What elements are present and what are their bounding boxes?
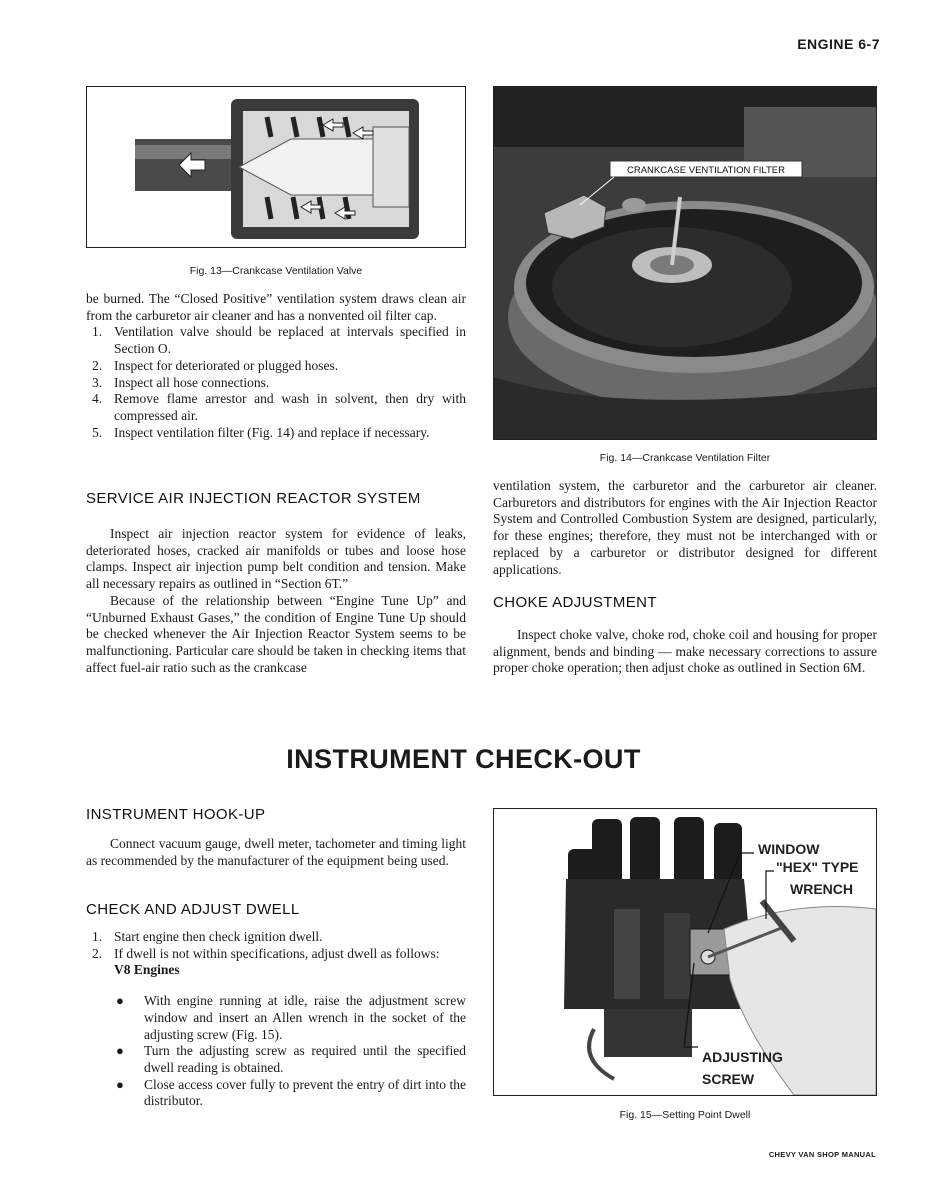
list-item-number: 2. [92, 945, 103, 961]
heading-check-adjust-dwell: CHECK AND ADJUST DWELL [86, 901, 300, 918]
list-item-number: 5. [92, 424, 103, 440]
list-item-number: 4. [92, 391, 103, 407]
left-column-upper [86, 291, 466, 441]
list-item-number: 1. [92, 324, 103, 340]
hookup-text [86, 836, 466, 869]
list-item-text: Close access cover fully to prevent the entry of dirt into the distributor. [144, 1076, 466, 1109]
right-column-continued [493, 478, 877, 578]
list-item-text: Turn the adjusting screw as required until the specified dwell reading is obtained. [144, 1043, 466, 1075]
list-item-text: Remove flame arrestor and wash in solvent, then dry with compressed air. [114, 391, 466, 423]
figure-13-caption: Fig. 13—Crankcase Ventilation Valve [189, 265, 363, 277]
paragraph-air-1: Inspect air injection reactor system for evidence of leaks, deteriorated hoses, cracked air manifolds or tubes and loose hose clamps. Inspect air injection pump belt condition and tension. Make all necessary repairs as outlined in “Section 6T.” [86, 526, 466, 592]
subheading-v8-engines: V8 Engines [114, 962, 180, 978]
running-head: ENGINE 6-7 [797, 36, 880, 52]
list-item [86, 391, 466, 424]
right-column-choke [493, 627, 877, 677]
paragraph-hookup: Connect vacuum gauge, dwell meter, tachometer and timing light as recommended by the manufacturer of the equipment being used. [86, 836, 466, 868]
figure-14-image [493, 86, 877, 440]
bullet-icon: ● [116, 1043, 124, 1059]
air-cleaner-photo [494, 87, 876, 439]
heading-instrument-hookup: INSTRUMENT HOOK-UP [86, 806, 266, 823]
bullet-icon: ● [116, 1076, 124, 1092]
paragraph-choke: Inspect choke valve, choke rod, choke coil and housing for proper alignment, bends and binding — make necessary corrections to assure proper choke operation; then adjust choke as outlined in Section 6M. [493, 627, 877, 676]
paragraph-continued: ventilation system, the carburetor and the carburetor air cleaner. Carburetors and distributors for engines with the Air Injection Reactor System and Controlled Combustion System are designed, particularly, for these engines; therefore, they must not be interchanged with or replaced by a carburetor or distributor designed for different applications. [493, 478, 877, 577]
footer-manual-name: CHEVY VAN SHOP MANUAL [768, 1150, 876, 1159]
paragraph-air-2: Because of the relationship between “Engine Tune Up” and “Unburned Exhaust Gases,” the condition of Engine Tune Up should be checked whenever the Air Injection Reactor System seems to be malfunctioning. Particular care should be taken in checking items that affect fuel-air ratio such as the crankcase [86, 592, 466, 675]
list-item [86, 358, 466, 375]
distributor-illustration [494, 809, 876, 1095]
list-item [86, 946, 466, 963]
figure-15-caption: Fig. 15—Setting Point Dwell [619, 1109, 751, 1121]
list-item-number: 2. [92, 357, 103, 373]
list-item-number: 1. [92, 929, 103, 944]
list-item [86, 1077, 466, 1110]
callout-wrench: WRENCH [790, 881, 853, 897]
list-item [86, 929, 466, 946]
list-item [86, 1043, 466, 1076]
list-item [86, 993, 466, 1043]
list-item-text: Inspect ventilation filter (Fig. 14) and replace if necessary. [114, 424, 430, 440]
list-item-text: With engine running at idle, raise the adjustment screw window and insert an Allen wrench in the socket of the adjusting screw (Fig. 15). [144, 993, 466, 1042]
callout-hex-type: "HEX" TYPE [776, 859, 859, 875]
list-item [86, 375, 466, 392]
bullet-icon: ● [116, 993, 124, 1009]
heading-choke-adjustment: CHOKE ADJUSTMENT [493, 594, 657, 611]
figure-15-image [493, 808, 877, 1096]
left-column-lower [86, 526, 466, 676]
dwell-section [86, 929, 466, 1110]
section-title: INSTRUMENT CHECK-OUT [286, 744, 641, 774]
figure-14-callout: CRANKCASE VENTILATION FILTER [626, 165, 786, 176]
list-item-text: Start engine then check ignition dwell. [114, 929, 323, 944]
list-item-text: Ventilation valve should be replaced at intervals specified in Section O. [114, 324, 466, 357]
list-item-text: If dwell is not within specifications, adjust dwell as follows: [114, 945, 440, 961]
dwell-steps-list [86, 929, 466, 962]
list-item [86, 324, 466, 357]
heading-service-air-injection: SERVICE AIR INJECTION REACTOR SYSTEM [86, 490, 421, 507]
list-item-text: Inspect for deteriorated or plugged hoses. [114, 357, 339, 373]
callout-window: WINDOW [758, 841, 820, 857]
figure-13-image [86, 86, 466, 248]
callout-screw: SCREW [702, 1071, 755, 1087]
callout-adjusting: ADJUSTING [702, 1049, 783, 1065]
ventilation-steps-list [86, 324, 466, 441]
list-item [86, 425, 466, 442]
dwell-bullets-list [86, 993, 466, 1110]
list-item-number: 3. [92, 374, 103, 390]
crankcase-valve-illustration [87, 87, 465, 247]
paragraph-intro: be burned. The “Closed Positive” ventilation system draws clean air from the carburetor air cleaner and has a nonvented oil filter cap. [86, 291, 466, 323]
figure-14-caption: Fig. 14—Crankcase Ventilation Filter [599, 452, 771, 464]
list-item-text: Inspect all hose connections. [114, 374, 270, 390]
